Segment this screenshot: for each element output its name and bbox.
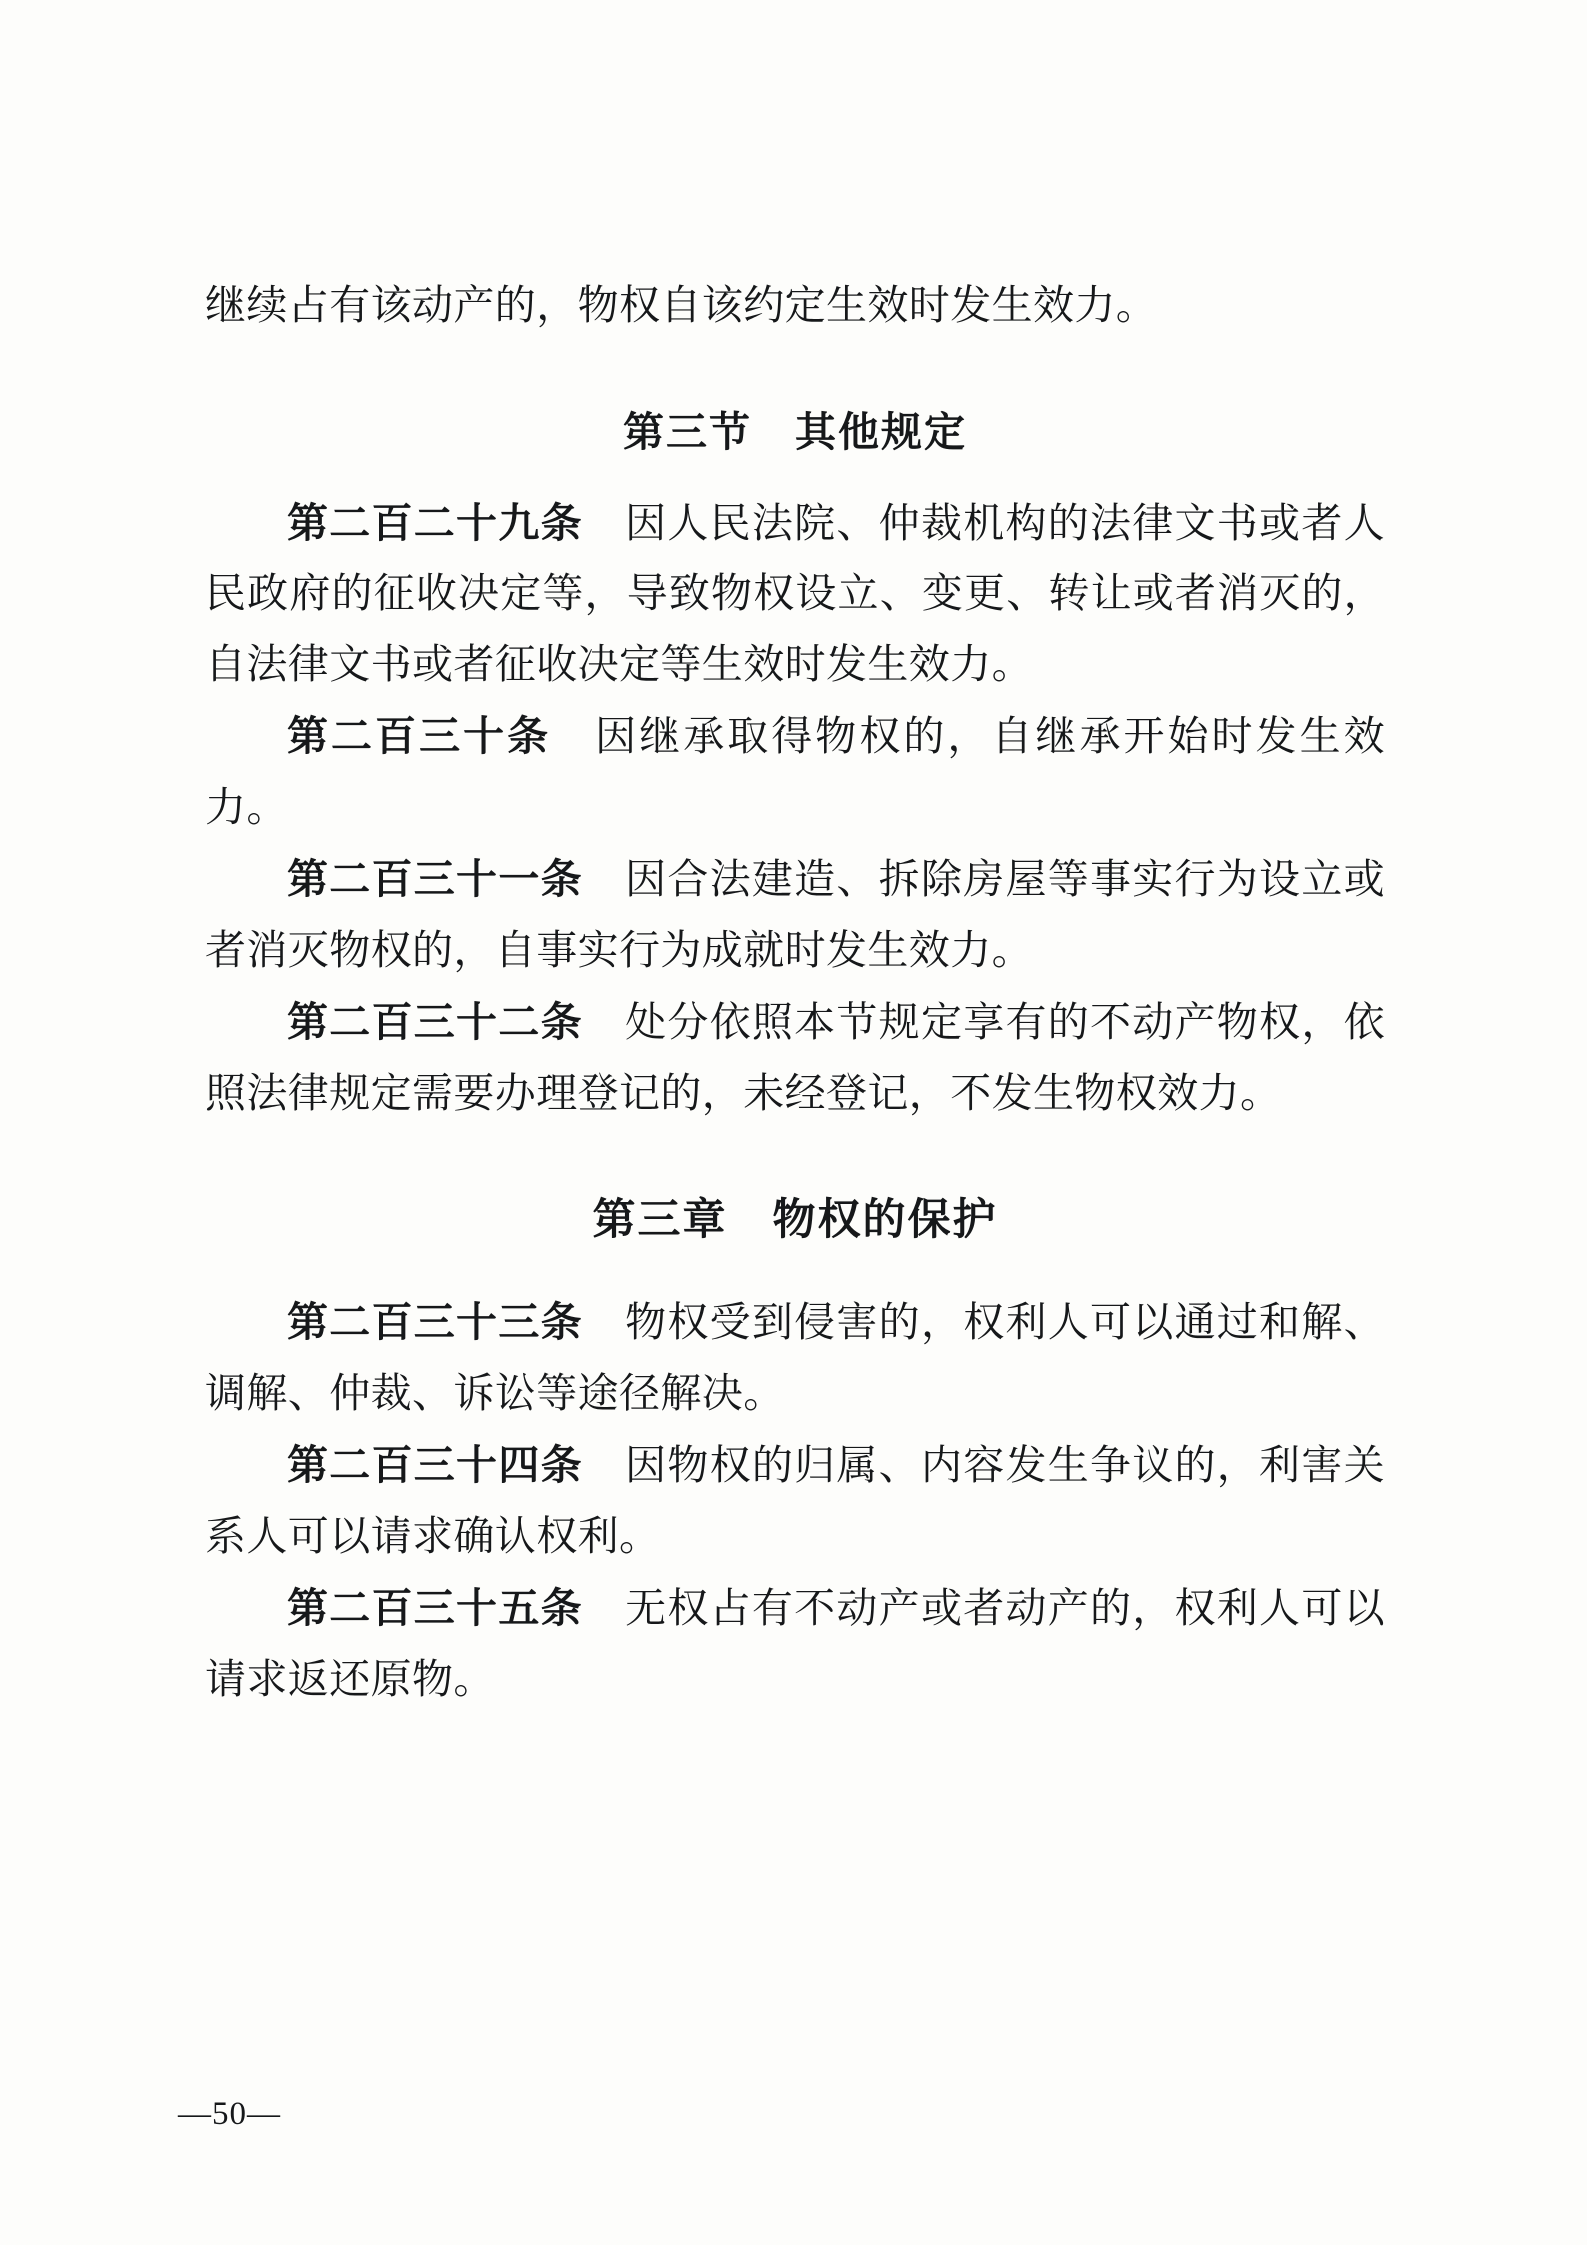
article-number: 第二百三十条 [287, 713, 552, 760]
article-number: 第二百三十一条 [287, 856, 583, 903]
article-number: 第二百三十三条 [287, 1299, 583, 1346]
article-number: 第二百二十九条 [287, 499, 583, 546]
article-text: 因人民法院、仲裁机构的法律文书或者人民政府的征收决定等，导致物权设立、变更、转让或者消灭的，自法律文书或者征收决定等生效时发生效力。 [205, 499, 1385, 687]
paragraph-continuation: 继续占有该动产的，物权自该约定生效时发生效力。 [205, 282, 1158, 328]
article-text: 因合法建造、拆除房屋等事实行为设立或者消灭物权的，自事实行为成就时发生效力。 [205, 856, 1385, 973]
section-heading: 第三节 其他规定 [623, 408, 967, 455]
article-text: 无权占有不动产或者动产的，权利人可以请求返还原物。 [205, 1585, 1385, 1702]
article-number: 第二百三十四条 [287, 1442, 583, 1489]
article-235 [205, 1573, 1385, 1714]
article-number: 第二百三十五条 [287, 1585, 583, 1632]
chapter-heading: 第三章 物权的保护 [592, 1197, 998, 1245]
article-number: 第二百三十二条 [287, 999, 583, 1046]
article-230 [205, 701, 1385, 842]
article-232 [205, 987, 1385, 1128]
article-233 [205, 1287, 1385, 1428]
page-number: —50— [178, 2096, 281, 2132]
article-229 [205, 488, 1385, 700]
article-231 [205, 844, 1385, 985]
page-content [205, 270, 1385, 1716]
article-234 [205, 1430, 1385, 1571]
article-text: 因物权的归属、内容发生争议的，利害关系人可以请求确认权利。 [205, 1442, 1385, 1559]
article-text: 处分依照本节规定享有的不动产物权，依照法律规定需要办理登记的，未经登记，不发生物权效力。 [205, 999, 1385, 1116]
article-text: 因继承取得物权的，自继承开始时发生效力。 [205, 713, 1385, 830]
article-text: 物权受到侵害的，权利人可以通过和解、调解、仲裁、诉讼等途径解决。 [205, 1299, 1385, 1416]
